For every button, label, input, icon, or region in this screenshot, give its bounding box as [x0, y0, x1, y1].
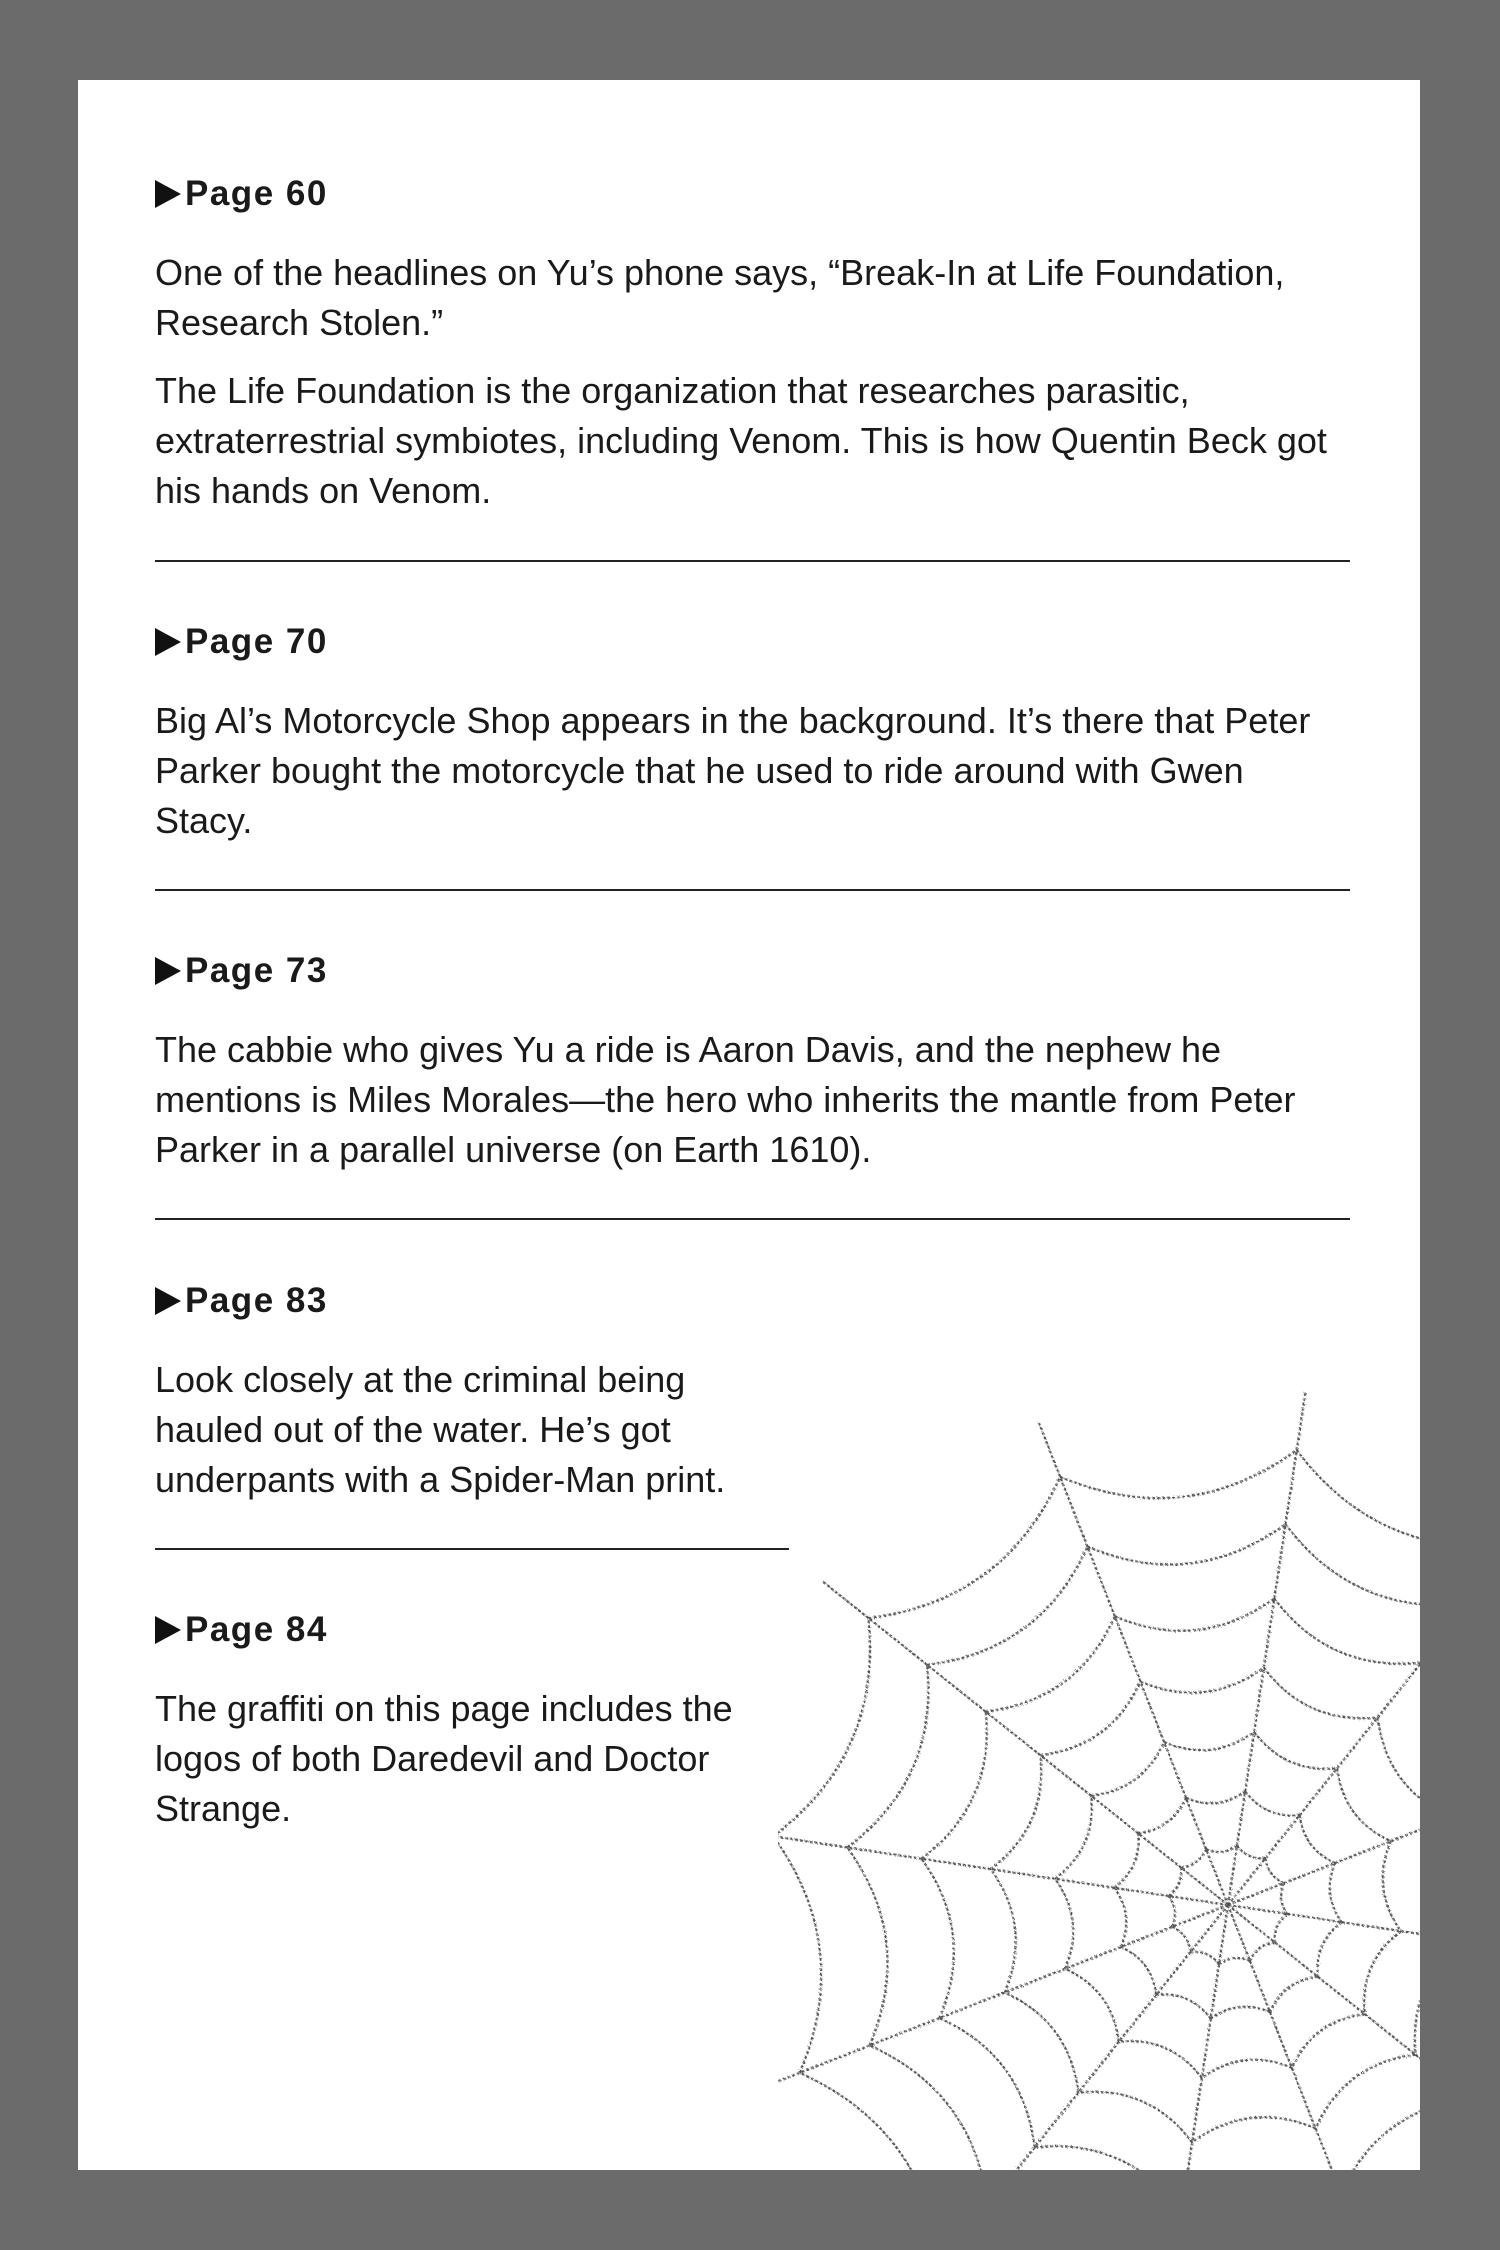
note-heading [155, 1608, 755, 1652]
note-paragraph: Look closely at the criminal being hauled out of the water. He’s got underpants with a Spider-Man print. [155, 1359, 726, 1500]
web-spoke [1228, 1499, 1420, 1905]
note-heading-label: Page 60 [185, 174, 328, 213]
note-heading-label: Page 73 [185, 951, 328, 990]
note-paragraph: The Life Foundation is the organization that researches parasitic, extraterrestrial symbiotes, including Venom. This is how Quentin Beck got his hands on Venom. [155, 370, 1327, 511]
section-divider [155, 560, 1350, 562]
note-page-73 [155, 949, 1350, 1175]
note-paragraph: Big Al’s Motorcycle Shop appears in the background. It’s there that Peter Parker bought the motorcycle that he used to ride around with Gwen Stacy. [155, 700, 1311, 841]
web-ring [991, 1668, 1420, 2143]
note-page-60 [155, 172, 1350, 516]
note-paragraph: The cabbie who gives Yu a ride is Aaron Davis, and the nephew he mentions is Miles Morales—the hero who inherits the mantle from Peter Parker in a parallel universe (on Earth 1610). [155, 1029, 1296, 1170]
spider-web-illustration [778, 1370, 1420, 2170]
note-page-84 [155, 1608, 755, 1834]
book-page [78, 80, 1420, 2170]
note-heading-label: Page 84 [185, 1610, 328, 1649]
section-divider [155, 889, 1350, 891]
web-ring [847, 1524, 1420, 2170]
triangle-right-icon [155, 180, 181, 208]
note-heading [155, 949, 1350, 993]
note-heading-label: Page 70 [185, 622, 328, 661]
web-spoke [904, 1905, 1228, 2170]
note-paragraph: One of the headlines on Yu’s phone says, “Break-In at Life Foundation, Research Stolen.” [155, 252, 1285, 343]
note-paragraph: The graffiti on this page includes the logos of both Daredevil and Doctor Strange. [155, 1688, 733, 1829]
web-ring [778, 1450, 1420, 2170]
note-page-70 [155, 620, 1350, 846]
triangle-right-icon [155, 1616, 181, 1644]
section-divider [155, 1218, 1350, 1220]
web-spoke [1228, 1905, 1420, 2170]
note-page-83 [155, 1279, 795, 1505]
web-strands [778, 1391, 1420, 2170]
triangle-right-icon [155, 957, 181, 985]
triangle-right-icon [155, 1287, 181, 1315]
triangle-right-icon [155, 628, 181, 656]
web-spoke [1228, 1905, 1418, 2170]
web-spoke [1228, 1715, 1420, 1905]
section-divider [155, 1548, 789, 1550]
note-heading [155, 172, 1350, 216]
note-heading [155, 1279, 795, 1323]
web-spoke [778, 1827, 1228, 1905]
note-heading-label: Page 83 [185, 1281, 328, 1320]
note-heading [155, 620, 1350, 664]
